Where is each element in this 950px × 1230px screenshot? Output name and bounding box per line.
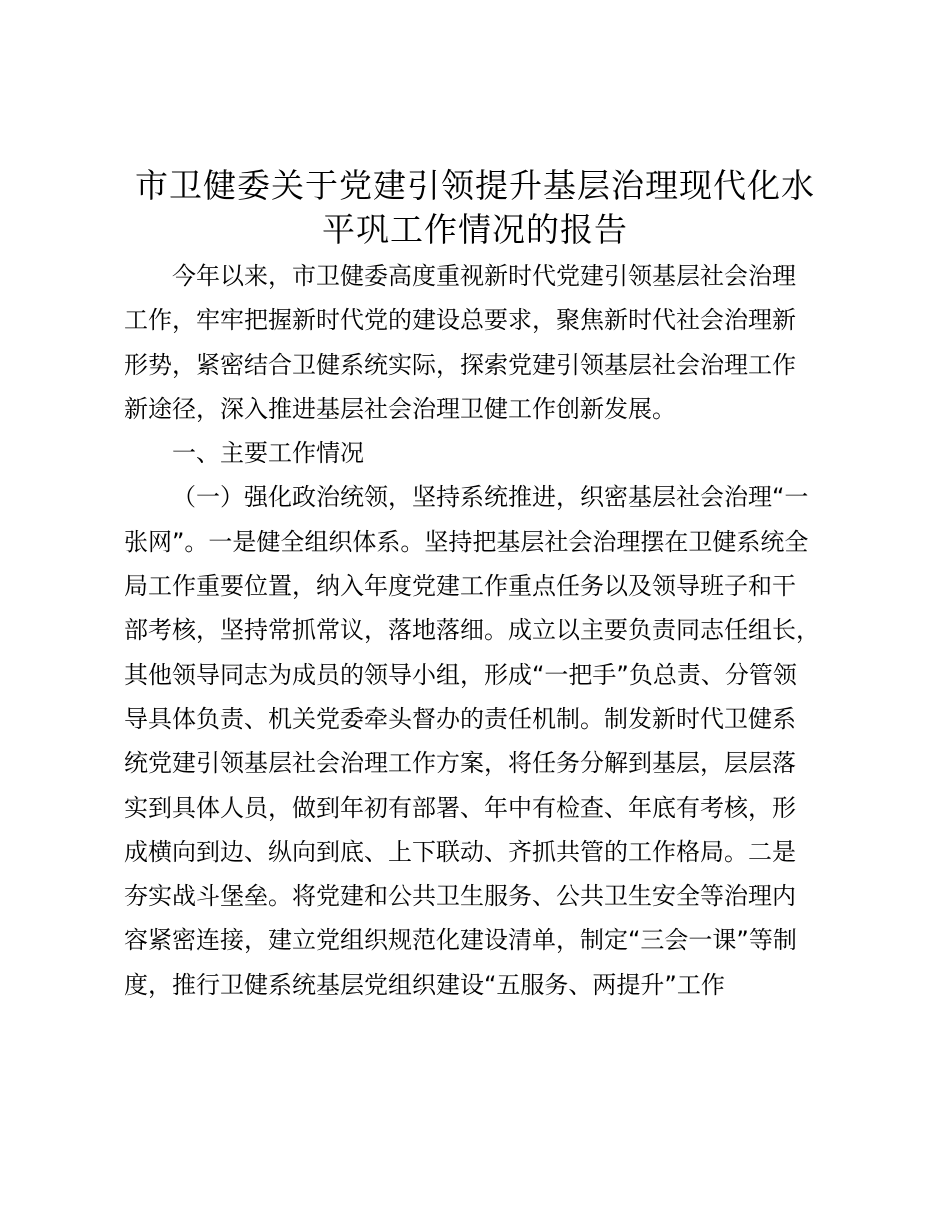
section-line-3: 局工作重要位置，纳入年度党建工作重点任务以及领导班子和干 (124, 572, 796, 601)
section-line-8: 实到具体人员，做到年初有部署、年中有检查、年底有考核，形 (124, 793, 796, 822)
section-line-4: 部考核，坚持常抓常议，落地落细。成立以主要负责同志任组长， (124, 616, 820, 645)
intro-line-2: 工作，牢牢把握新时代党的建设总要求，聚焦新时代社会治理新 (124, 306, 796, 335)
section-line-5: 其他领导同志为成员的领导小组，形成“一把手”负总责、分管领 (124, 660, 797, 689)
document-title-line-2: 平巩工作情况的报告 (322, 210, 628, 249)
intro-line-4: 新途径，深入推进基层社会治理卫健工作创新发展。 (124, 394, 676, 423)
section-heading: 一、主要工作情况 (172, 439, 364, 468)
section-line-12: 度，推行卫健系统基层党组织建设“五服务、两提升”工作 (124, 970, 725, 999)
document-title-line-1: 市卫健委关于党建引领提升基层治理现代化水 (135, 166, 815, 205)
section-line-7: 统党建引领基层社会治理工作方案，将任务分解到基层，层层落 (124, 749, 796, 778)
section-line-1: （一）强化政治统领，坚持系统推进，织密基层社会治理“一 (172, 483, 809, 512)
section-line-11: 容紧密连接，建立党组织规范化建设清单，制定“三会一课”等制 (124, 926, 797, 955)
section-line-6: 导具体负责、机关党委牵头督办的责任机制。制发新时代卫健系 (124, 704, 796, 733)
section-line-2: 张网”。一是健全组织体系。坚持把基层社会治理摆在卫健系统全 (124, 527, 809, 556)
section-line-9: 成横向到边、纵向到底、上下联动、齐抓共管的工作格局。二是 (124, 837, 796, 866)
section-line-10: 夯实战斗堡垒。将党建和公共卫生服务、公共卫生安全等治理内 (124, 882, 796, 911)
intro-line-3: 形势，紧密结合卫健系统实际，探索党建引领基层社会治理工作 (124, 350, 796, 379)
intro-line-1: 今年以来，市卫健委高度重视新时代党建引领基层社会治理 (172, 262, 796, 290)
document-body (124, 254, 844, 1007)
